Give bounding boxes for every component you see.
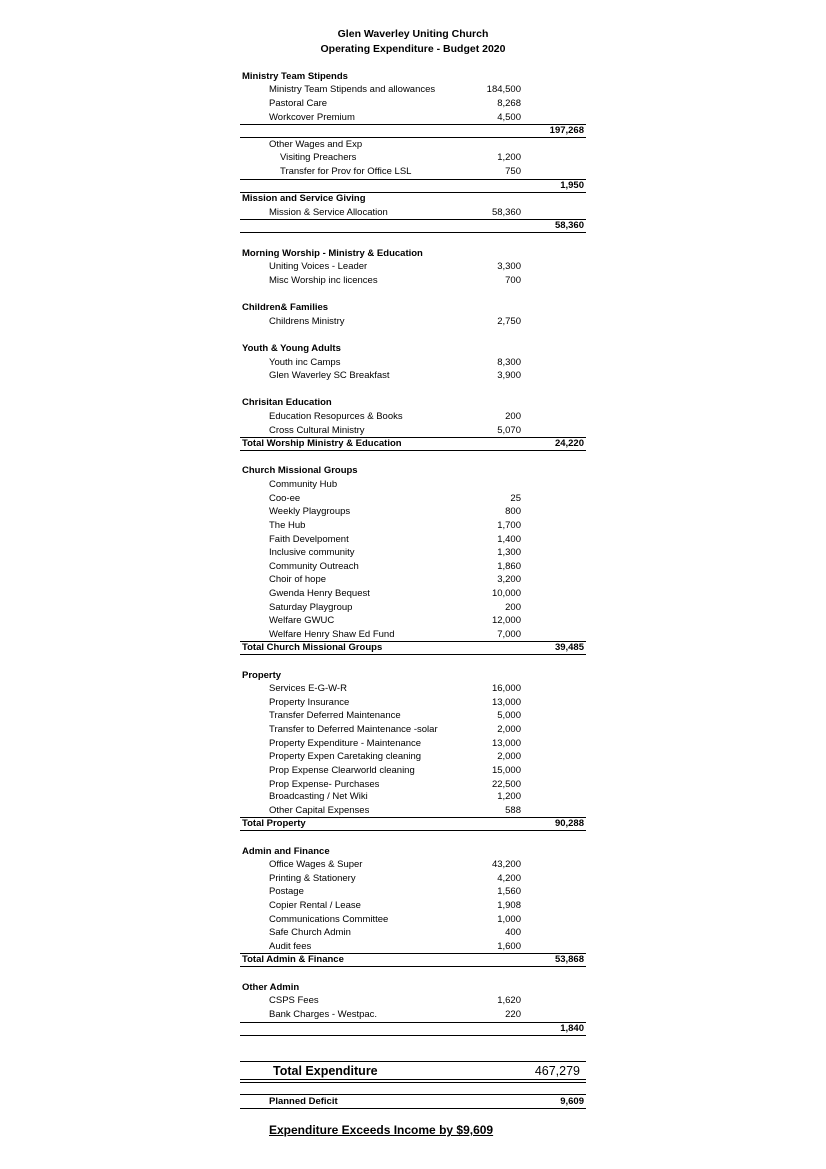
total-row: [240, 641, 586, 655]
line-item: [240, 737, 586, 751]
row-label: Communications Committee: [269, 914, 389, 925]
row-label: Property: [242, 670, 282, 681]
total-bottom-rule: [240, 1035, 586, 1036]
line-item: [240, 1008, 586, 1022]
row-label: Total Admin & Finance: [242, 954, 344, 965]
row-label: Admin and Finance: [242, 846, 330, 857]
row-label: Morning Worship - Ministry & Education: [242, 248, 423, 259]
row-label: Inclusive community: [269, 547, 355, 558]
total-top-rule: [240, 641, 586, 642]
row-total-amount: 58,360: [554, 220, 584, 231]
row-amount: 7,000: [497, 629, 521, 640]
total-top-rule: [240, 1022, 586, 1023]
row-label: Office Wages & Super: [269, 859, 363, 870]
row-amount: 400: [505, 927, 521, 938]
row-amount: 1,200: [497, 791, 521, 802]
row-amount: 1,908: [497, 900, 521, 911]
section-header: [240, 247, 586, 261]
row-label: Ministry Team Stipends and allowances: [269, 84, 436, 95]
row-amount: 750: [505, 166, 521, 177]
deficit-bottom-rule: [240, 1108, 586, 1109]
line-item: [240, 926, 586, 940]
section-header: [240, 845, 586, 859]
total-top-rule: [240, 437, 586, 438]
line-item: [240, 546, 586, 560]
row-amount: 1,200: [497, 152, 521, 163]
row-amount: 13,000: [491, 697, 521, 708]
row-total-amount: 197,268: [549, 125, 584, 136]
grand-total-double-rule-1: [240, 1079, 586, 1080]
line-item: [240, 315, 586, 329]
row-label: Welfare Henry Shaw Ed Fund: [269, 629, 395, 640]
line-item: [240, 601, 586, 615]
total-bottom-rule: [240, 450, 586, 451]
row-label: Childrens Ministry: [269, 316, 345, 327]
row-total-amount: 1,950: [560, 180, 584, 191]
line-item: [240, 165, 586, 179]
row-label: Mission & Service Allocation: [269, 207, 388, 218]
row-label: Pastoral Care: [269, 98, 328, 109]
total-top-rule: [240, 124, 586, 125]
line-item: [240, 587, 586, 601]
row-label: Safe Church Admin: [269, 927, 351, 938]
row-amount: 1,700: [497, 520, 521, 531]
row-amount: 5,000: [497, 710, 521, 721]
line-item: [240, 913, 586, 927]
total-row: [240, 953, 586, 967]
total-row: [240, 219, 586, 233]
line-item: [240, 804, 586, 818]
row-label: The Hub: [269, 520, 306, 531]
line-item: [240, 260, 586, 274]
total-top-rule: [240, 179, 586, 180]
total-row: [240, 437, 586, 451]
total-expenditure-value: 467,279: [534, 1064, 580, 1078]
total-bottom-rule: [240, 654, 586, 655]
line-item: [240, 83, 586, 97]
row-label: Community Outreach: [269, 561, 359, 572]
line-item: [240, 709, 586, 723]
line-item: [240, 533, 586, 547]
row-amount: 25: [510, 493, 521, 504]
row-amount: 13,000: [491, 738, 521, 749]
row-label: Printing & Stationery: [269, 873, 356, 884]
row-label: Community Hub: [269, 479, 338, 490]
line-item: [240, 764, 586, 778]
row-amount: 3,200: [497, 574, 521, 585]
planned-deficit-label: Planned Deficit: [269, 1096, 338, 1107]
section-header: [240, 464, 586, 478]
row-label: Cross Cultural Ministry: [269, 425, 365, 436]
row-label: Weekly Playgroups: [269, 506, 351, 517]
total-expenditure-label: Total Expenditure: [273, 1064, 378, 1078]
row-amount: 800: [505, 506, 521, 517]
line-item: [240, 723, 586, 737]
section-header: [240, 669, 586, 683]
row-label: Workcover Premium: [269, 112, 355, 123]
row-label: Postage: [269, 886, 304, 897]
line-item: [240, 899, 586, 913]
row-amount: 220: [505, 1009, 521, 1020]
line-item: [240, 628, 586, 642]
row-total-amount: 39,485: [554, 642, 584, 653]
section-header: [240, 342, 586, 356]
planned-deficit-value: 9,609: [560, 1096, 584, 1107]
row-total-amount: 53,868: [554, 954, 584, 965]
row-label: Welfare GWUC: [269, 615, 335, 626]
row-label: Ministry Team Stipends: [242, 71, 348, 82]
row-amount: 588: [505, 805, 521, 816]
row-label: Services E-G-W-R: [269, 683, 347, 694]
row-label: Property Insurance: [269, 697, 350, 708]
row-amount: 2,750: [497, 316, 521, 327]
line-item: [240, 858, 586, 872]
row-label: Property Expen Caretaking cleaning: [269, 751, 422, 762]
line-item: [240, 940, 586, 954]
row-label: Transfer to Deferred Maintenance -solar: [269, 724, 438, 735]
row-label: Education Resopurces & Books: [269, 411, 403, 422]
line-item: [240, 614, 586, 628]
total-row: [240, 124, 586, 138]
section-header: [240, 192, 586, 206]
row-amount: 3,300: [497, 261, 521, 272]
row-label: Youth & Young Adults: [242, 343, 341, 354]
line-item: [240, 206, 586, 220]
row-label: Transfer for Prov for Office LSL: [280, 166, 412, 177]
row-label: Other Admin: [242, 982, 300, 993]
row-amount: 184,500: [486, 84, 521, 95]
row-amount: 200: [505, 411, 521, 422]
line-item: [240, 573, 586, 587]
planned-deficit-row: [240, 1095, 586, 1108]
line-item: [240, 410, 586, 424]
line-item: [240, 750, 586, 764]
row-amount: 4,200: [497, 873, 521, 884]
row-label: Church Missional Groups: [242, 465, 358, 476]
row-amount: 12,000: [491, 615, 521, 626]
row-label: Choir of hope: [269, 574, 327, 585]
row-amount: 22,500: [491, 779, 521, 790]
row-label: Audit fees: [269, 941, 312, 952]
row-label: Mission and Service Giving: [242, 193, 366, 204]
row-amount: 2,000: [497, 751, 521, 762]
line-item: [240, 424, 586, 438]
row-label: Coo-ee: [269, 493, 301, 504]
line-item: [240, 492, 586, 506]
row-amount: 1,620: [497, 995, 521, 1006]
row-label: Other Capital Expenses: [269, 805, 370, 816]
row-label: Other Wages and Exp: [269, 139, 363, 150]
row-amount: 200: [505, 602, 521, 613]
row-amount: 4,500: [497, 112, 521, 123]
row-amount: 10,000: [491, 588, 521, 599]
total-top-rule: [240, 219, 586, 220]
row-label: Youth inc Camps: [269, 357, 341, 368]
line-item: [240, 274, 586, 288]
row-label: Property Expenditure - Maintenance: [269, 738, 422, 749]
line-item: [240, 369, 586, 383]
row-amount: 1,560: [497, 886, 521, 897]
row-label: Saturday Playgroup: [269, 602, 353, 613]
deficit-note: Expenditure Exceeds Income by $9,609: [269, 1123, 494, 1137]
grand-total-double-rule-2: [240, 1082, 586, 1083]
row-amount: 58,360: [491, 207, 521, 218]
line-item: [240, 505, 586, 519]
report-subtitle: Operating Expenditure - Budget 2020: [320, 43, 506, 55]
total-expenditure-row: [240, 1062, 586, 1080]
row-label: Prop Expense- Purchases: [269, 779, 380, 790]
row-label: Chrisitan Education: [242, 397, 332, 408]
total-bottom-rule: [240, 830, 586, 831]
row-label: Total Worship Ministry & Education: [242, 438, 402, 449]
line-item: [240, 872, 586, 886]
row-label: Glen Waverley SC Breakfast: [269, 370, 390, 381]
row-amount: 1,600: [497, 941, 521, 952]
row-label: Uniting Voices - Leader: [269, 261, 368, 272]
line-item: [240, 560, 586, 574]
row-amount: 8,268: [497, 98, 521, 109]
row-amount: 1,000: [497, 914, 521, 925]
row-label: Broadcasting / Net Wiki: [269, 791, 368, 802]
row-label: Total Property: [242, 818, 306, 829]
line-item: [240, 682, 586, 696]
row-label: Prop Expense Clearworld cleaning: [269, 765, 415, 776]
line-item: [240, 356, 586, 370]
section-header: [240, 301, 586, 315]
row-total-amount: 90,288: [554, 818, 584, 829]
line-item: [240, 519, 586, 533]
row-label: Transfer Deferred Maintenance: [269, 710, 401, 721]
line-item: [240, 151, 586, 165]
row-amount: 3,900: [497, 370, 521, 381]
total-bottom-rule: [240, 966, 586, 967]
report-title: Glen Waverley Uniting Church: [337, 28, 489, 40]
row-label: Copier Rental / Lease: [269, 900, 361, 911]
row-amount: 5,070: [497, 425, 521, 436]
row-total-amount: 24,220: [554, 438, 584, 449]
line-item: [240, 97, 586, 111]
row-label: Bank Charges - Westpac.: [269, 1009, 378, 1020]
row-label: Misc Worship inc licences: [269, 275, 378, 286]
row-amount: 8,300: [497, 357, 521, 368]
row-amount: 15,000: [491, 765, 521, 776]
line-item: [240, 478, 586, 492]
row-label: Faith Develpoment: [269, 534, 349, 545]
line-item: [240, 885, 586, 899]
row-label: CSPS Fees: [269, 995, 319, 1006]
total-row: [240, 817, 586, 831]
line-item: [240, 138, 586, 152]
total-bottom-rule: [240, 232, 586, 233]
total-top-rule: [240, 817, 586, 818]
row-amount: 2,000: [497, 724, 521, 735]
row-label: Visiting Preachers: [280, 152, 357, 163]
total-top-rule: [240, 953, 586, 954]
row-amount: 1,400: [497, 534, 521, 545]
section-header: [240, 396, 586, 410]
row-total-amount: 1,840: [560, 1023, 584, 1034]
line-item: [240, 111, 586, 125]
row-label: Children& Families: [242, 302, 329, 313]
row-label: Total Church Missional Groups: [242, 642, 383, 653]
row-amount: 700: [505, 275, 521, 286]
total-row: [240, 179, 586, 193]
row-label: Gwenda Henry Bequest: [269, 588, 370, 599]
section-header: [240, 981, 586, 995]
row-amount: 43,200: [491, 859, 521, 870]
total-row: [240, 1022, 586, 1036]
section-header: [240, 70, 586, 84]
line-item: [240, 696, 586, 710]
row-amount: 1,300: [497, 547, 521, 558]
row-amount: 1,860: [497, 561, 521, 572]
line-item: [240, 994, 586, 1008]
line-item: [240, 790, 586, 804]
row-amount: 16,000: [491, 683, 521, 694]
